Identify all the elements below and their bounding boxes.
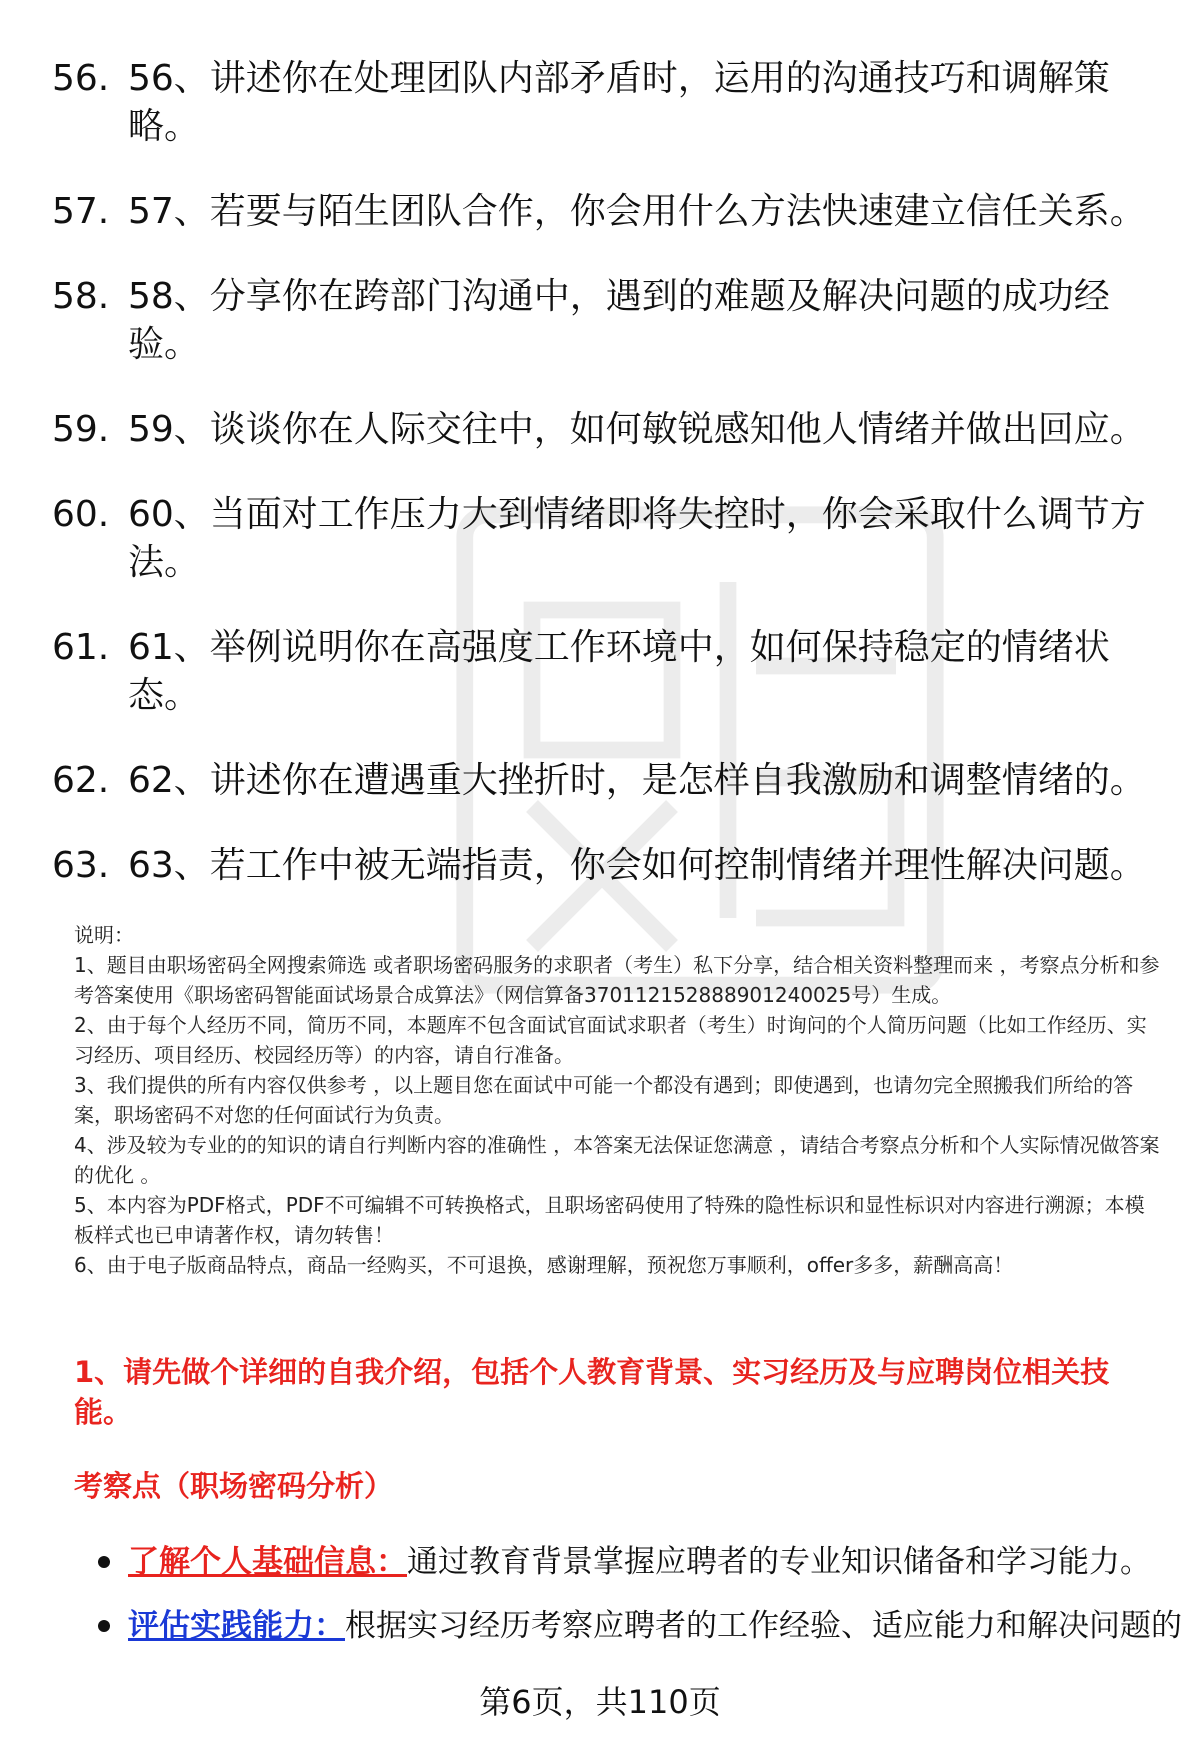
question-item [52, 55, 1162, 151]
note-item: 1、题目由职场密码全网搜索筛选 或者职场密码服务的求职者（考生）私下分享，结合相关资料整理而来 ，考察点分析和参考答案使用《职场密码智能面试场景合成算法》（网信算备370112152888901240025号）生成。 [74, 953, 1160, 1007]
bullet-label: 了解个人基础信息： [128, 1544, 407, 1580]
question-item [52, 188, 1162, 236]
question-number: 57. [52, 191, 110, 232]
note-item: 2、由于每个人经历不同，简历不同，本题库不包含面试官面试求职者（考生）时询问的个人简历问题（比如工作经历、实习经历、项目经历、校园经历等）的内容，请自行准备。 [74, 1013, 1147, 1067]
note-item: 4、涉及较为专业的的知识的请自行判断内容的准确性 ，本答案无法保证您满意 ，请结合考察点分析和个人实际情况做答案的优化 。 [74, 1133, 1160, 1187]
question-text: 62、讲述你在遭遇重大挫折时，是怎样自我激励和调整情绪的。 [128, 760, 1146, 801]
analysis-bullet [98, 1604, 1182, 1648]
question-item [52, 491, 1162, 587]
question-item [52, 273, 1162, 369]
question-number: 56. [52, 58, 110, 99]
analysis-bullet-list [98, 1540, 1182, 1668]
question-number: 59. [52, 409, 110, 450]
bullet-dot-icon [98, 1620, 110, 1632]
question-number: 60. [52, 494, 110, 535]
question-number: 58. [52, 276, 110, 317]
notes-title: 说明： [74, 923, 134, 947]
notes-section [74, 920, 1164, 1280]
note-item: 5、本内容为PDF格式，PDF不可编辑不可转换格式，且职场密码使用了特殊的隐性标识和显性标识对内容进行溯源；本模板样式也已申请著作权，请勿转售！ [74, 1193, 1145, 1247]
question-item [52, 624, 1162, 720]
page-number-footer: 第6页，共110页 [479, 1683, 721, 1721]
question-item [52, 406, 1162, 454]
question-item [52, 842, 1162, 890]
bullet-text: 根据实习经历考察应聘者的工作经验、适应能力和解决问题的 [345, 1608, 1182, 1644]
question-number: 61. [52, 627, 110, 668]
question-text: 59、谈谈你在人际交往中，如何敏锐感知他人情绪并做出回应。 [128, 409, 1146, 450]
question-number: 63. [52, 845, 110, 886]
question-list [52, 55, 1162, 927]
note-item: 6、由于电子版商品特点，商品一经购买，不可退换，感谢理解，预祝您万事顺利，offer多多，薪酬高高！ [74, 1253, 1014, 1277]
question-text: 57、若要与陌生团队合作，你会用什么方法快速建立信任关系。 [128, 191, 1146, 232]
bullet-text: 通过教育背景掌握应聘者的专业知识储备和学习能力。 [407, 1544, 1151, 1580]
question-text: 56、讲述你在处理团队内部矛盾时，运用的沟通技巧和调解策略。 [128, 58, 1110, 147]
section-heading: 1、请先做个详细的自我介绍，包括个人教育背景、实习经历及与应聘岗位相关技能。 [74, 1355, 1110, 1429]
question-item [52, 757, 1162, 805]
question-text: 61、举例说明你在高强度工作环境中，如何保持稳定的情绪状态。 [128, 627, 1110, 716]
bullet-label: 评估实践能力： [128, 1608, 345, 1644]
question-text: 60、当面对工作压力大到情绪即将失控时，你会采取什么调节方法。 [128, 494, 1146, 583]
analysis-bullet [98, 1540, 1168, 1584]
section-subheading: 考察点（职场密码分析） [74, 1469, 394, 1503]
question-text: 63、若工作中被无端指责，你会如何控制情绪并理性解决问题。 [128, 845, 1146, 886]
question-text: 58、分享你在跨部门沟通中，遇到的难题及解决问题的成功经验。 [128, 276, 1110, 365]
note-item: 3、我们提供的所有内容仅供参考 ，以上题目您在面试中可能一个都没有遇到；即使遇到，也请勿完全照搬我们所给的答案，职场密码不对您的任何面试行为负责。 [74, 1073, 1134, 1127]
bullet-dot-icon [98, 1556, 110, 1568]
question-number: 62. [52, 760, 110, 801]
